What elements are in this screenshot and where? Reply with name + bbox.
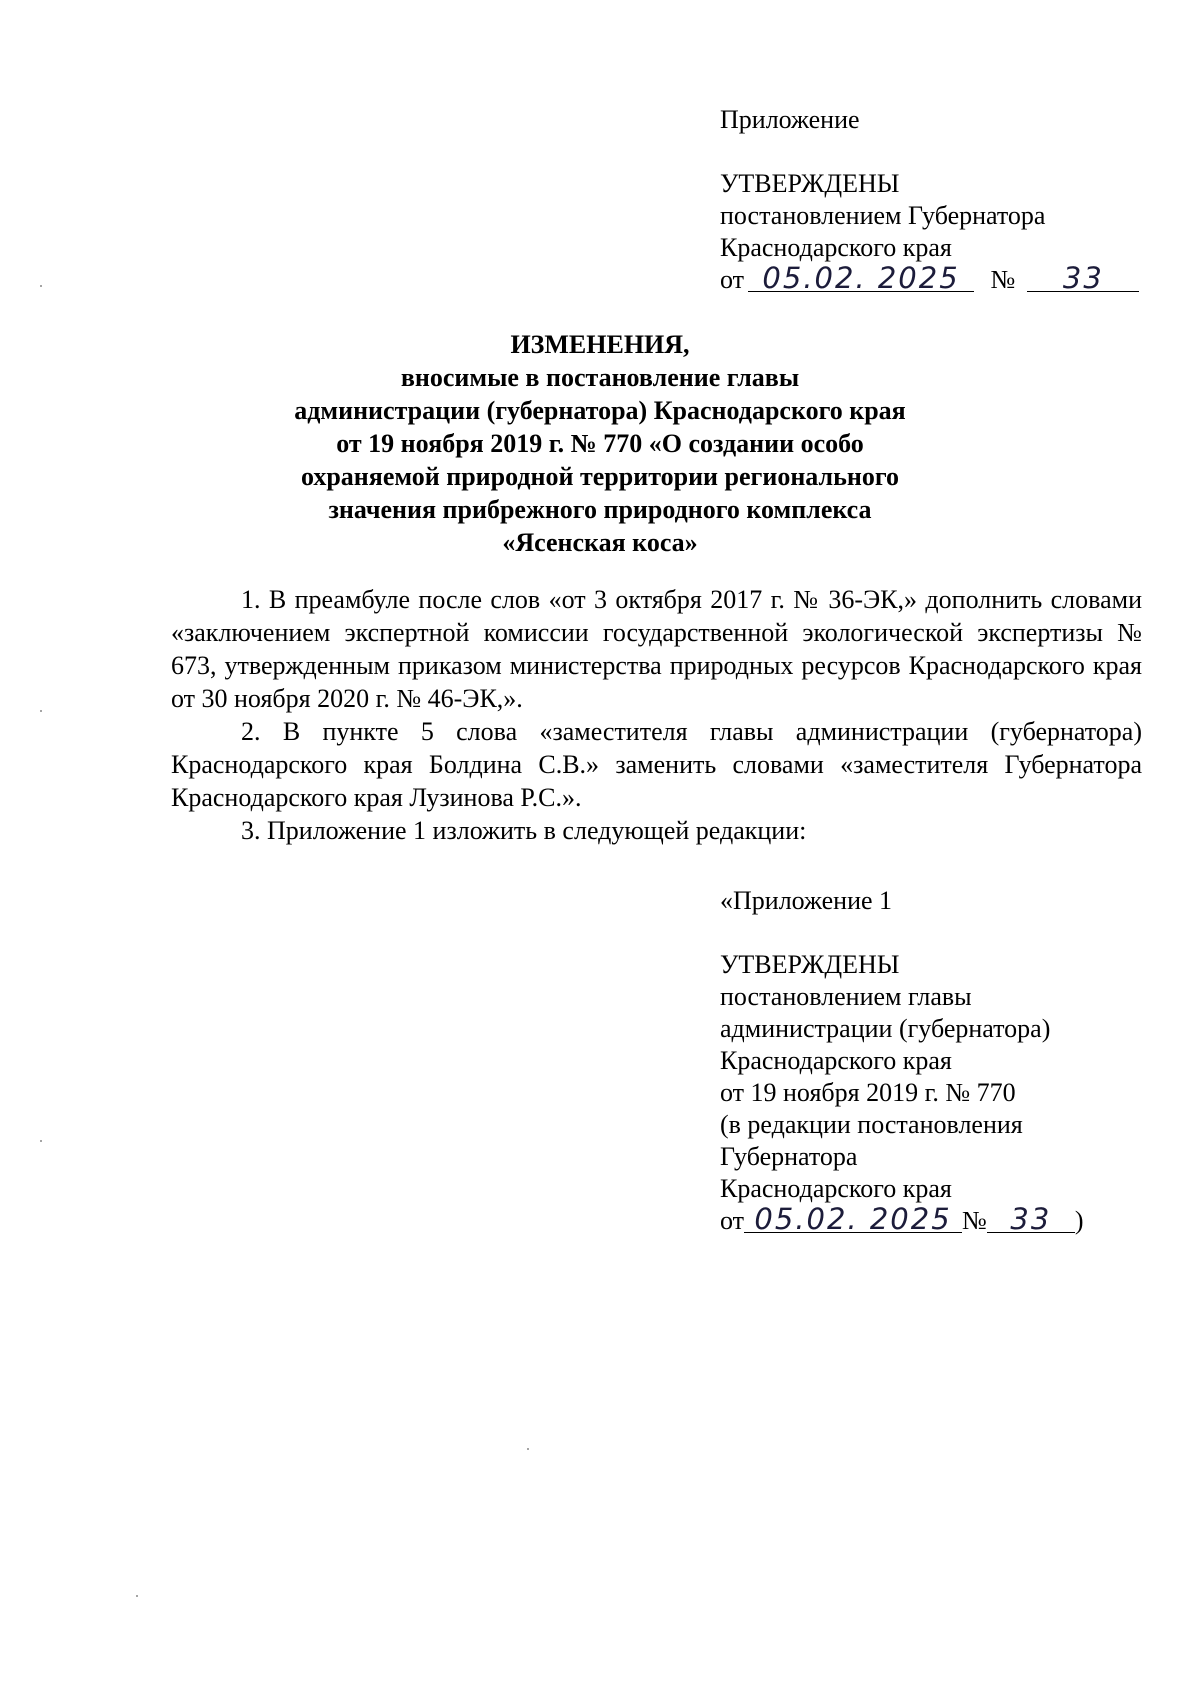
approved-label: УТВЕРЖДЕНЫ (720, 169, 900, 198)
approved-label: УТВЕРЖДЕНЫ (720, 950, 900, 979)
approval-line: Краснодарского края (720, 1174, 952, 1203)
document-body (171, 583, 1142, 847)
document-title (160, 328, 1040, 559)
handwritten-date: 05.02. 2025 (748, 265, 974, 292)
approval-block-top (720, 104, 1139, 296)
approval-line: Краснодарского края (720, 233, 952, 262)
title-line: от 19 ноября 2019 г. № 770 «О создании особо (336, 429, 864, 458)
date-number-line (720, 261, 1139, 296)
closing-parenthesis: ) (1074, 1206, 1084, 1235)
scan-speck (40, 710, 42, 712)
paragraph: 1. В преамбуле после слов «от 3 октября 2017 г. № 36-ЭК,» дополнить словами «заключением экспертной комиссии государственной экологической экспертизы № 673, утвержденным приказом министерства природных ресурсов Краснодарского края от 30 ноября 2020 г. № 46-ЭК,». (171, 585, 1142, 713)
approval-block-bottom (720, 885, 1084, 1237)
approval-line: администрации (губернатора) (720, 1014, 1051, 1043)
title-line: администрации (губернатора) Краснодарского края (294, 396, 906, 425)
approval-line: от 19 ноября 2019 г. № 770 (720, 1078, 1016, 1107)
number-prefix: № (990, 265, 1016, 294)
approval-line: Краснодарского края (720, 1046, 952, 1075)
approval-line: Губернатора (720, 1142, 858, 1171)
scan-speck (40, 285, 42, 287)
appendix-label: «Приложение 1 (720, 886, 893, 915)
title-line: значения прибрежного природного комплекса (328, 495, 872, 524)
date-prefix: от (720, 1206, 745, 1235)
scan-speck (40, 1140, 42, 1142)
approval-line: постановлением Губернатора (720, 201, 1046, 230)
date-prefix: от (720, 265, 745, 294)
number-prefix: № (962, 1206, 987, 1235)
approval-line: (в редакции постановления (720, 1110, 1023, 1139)
handwritten-date: 05.02. 2025 (744, 1206, 962, 1233)
approval-line: постановлением главы (720, 982, 972, 1011)
handwritten-number: 33 (987, 1206, 1075, 1233)
scan-speck (136, 1595, 138, 1597)
appendix-label: Приложение (720, 105, 860, 134)
date-number-line (720, 1202, 1084, 1237)
paragraph: 3. Приложение 1 изложить в следующей редакции: (241, 816, 807, 845)
paragraph: 2. В пункте 5 слова «заместителя главы администрации (губернатора) Краснодарского края Болдина С.В.» заменить словами «заместителя Губернатора Краснодарского края Лузинова Р.С.». (171, 717, 1142, 812)
title-heading: ИЗМЕНЕНИЯ, (510, 330, 690, 359)
handwritten-number: 33 (1027, 265, 1139, 292)
scan-speck (527, 1448, 529, 1450)
title-line: «Ясенская коса» (502, 528, 698, 557)
title-line: охраняемой природной территории регионального (300, 462, 900, 491)
title-line: вносимые в постановление главы (400, 363, 800, 392)
